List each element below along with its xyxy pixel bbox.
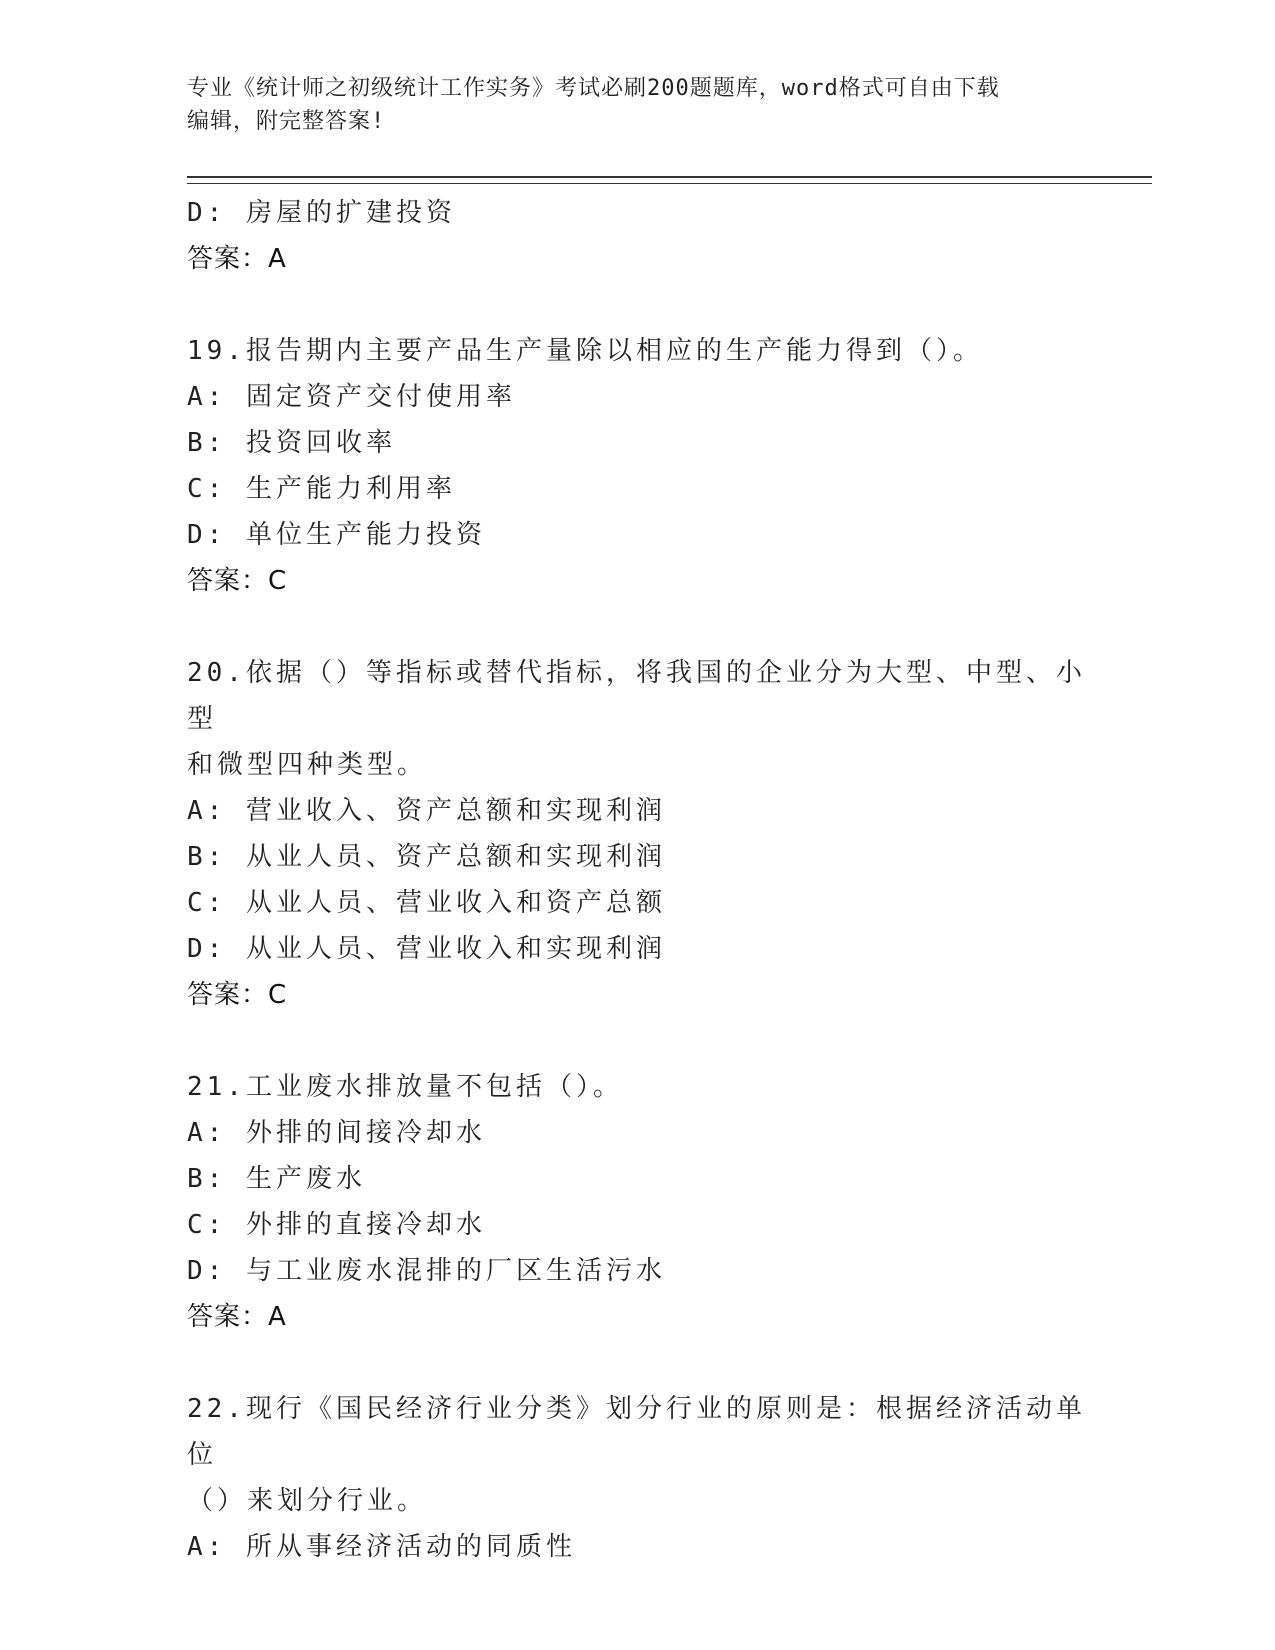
option-b: B: 投资回收率 bbox=[187, 428, 396, 458]
header-divider bbox=[187, 176, 1152, 184]
page-header bbox=[187, 72, 1067, 138]
answer: 答案：C bbox=[187, 980, 288, 1010]
spacer bbox=[187, 1340, 1087, 1386]
question-stem: 21.工业废水排放量不包括（）。 bbox=[187, 1072, 623, 1102]
option-c: C: 从业人员、营业收入和资产总额 bbox=[187, 888, 666, 918]
option-a: A: 所从事经济活动的同质性 bbox=[187, 1532, 576, 1562]
option-b: B: 生产废水 bbox=[187, 1164, 366, 1194]
spacer bbox=[187, 1018, 1087, 1064]
answer: 答案：C bbox=[187, 566, 288, 596]
option-b: B: 从业人员、资产总额和实现利润 bbox=[187, 842, 666, 872]
option-d: D: 从业人员、营业收入和实现利润 bbox=[187, 934, 666, 964]
option-a: A: 固定资产交付使用率 bbox=[187, 382, 516, 412]
question-stem: 19.报告期内主要产品生产量除以相应的生产能力得到（）。 bbox=[187, 336, 983, 366]
option-c: C: 生产能力利用率 bbox=[187, 474, 456, 504]
question-stem-line-1: 20.依据（）等指标或替代指标，将我国的企业分为大型、中型、小型 bbox=[187, 658, 1086, 734]
question-22 bbox=[187, 1386, 1087, 1570]
answer: 答案：A bbox=[187, 1302, 287, 1332]
option-d: D: 与工业废水混排的厂区生活污水 bbox=[187, 1256, 666, 1286]
question-21 bbox=[187, 1064, 1087, 1340]
option-c: C: 外排的直接冷却水 bbox=[187, 1210, 486, 1240]
question-20 bbox=[187, 650, 1087, 1018]
header-line-2: 编辑，附完整答案! bbox=[187, 109, 386, 134]
option-d: D: 单位生产能力投资 bbox=[187, 520, 486, 550]
spacer bbox=[187, 604, 1087, 650]
question-19 bbox=[187, 328, 1087, 604]
spacer bbox=[187, 282, 1087, 328]
header-line-1: 专业《统计师之初级统计工作实务》考试必刷200题题库，word格式可自由下载 bbox=[187, 76, 1000, 101]
question-stem-line-2: 和微型四种类型。 bbox=[187, 750, 428, 780]
question-stem-line-1: 22.现行《国民经济行业分类》划分行业的原则是：根据经济活动单位 bbox=[187, 1394, 1086, 1470]
question-content bbox=[187, 190, 1087, 1570]
answer-prev: 答案：A bbox=[187, 244, 287, 274]
option-a: A: 营业收入、资产总额和实现利润 bbox=[187, 796, 666, 826]
option-d-prev: D: 房屋的扩建投资 bbox=[187, 198, 456, 228]
option-a: A: 外排的间接冷却水 bbox=[187, 1118, 486, 1148]
question-stem-line-2: （）来划分行业。 bbox=[187, 1486, 428, 1516]
